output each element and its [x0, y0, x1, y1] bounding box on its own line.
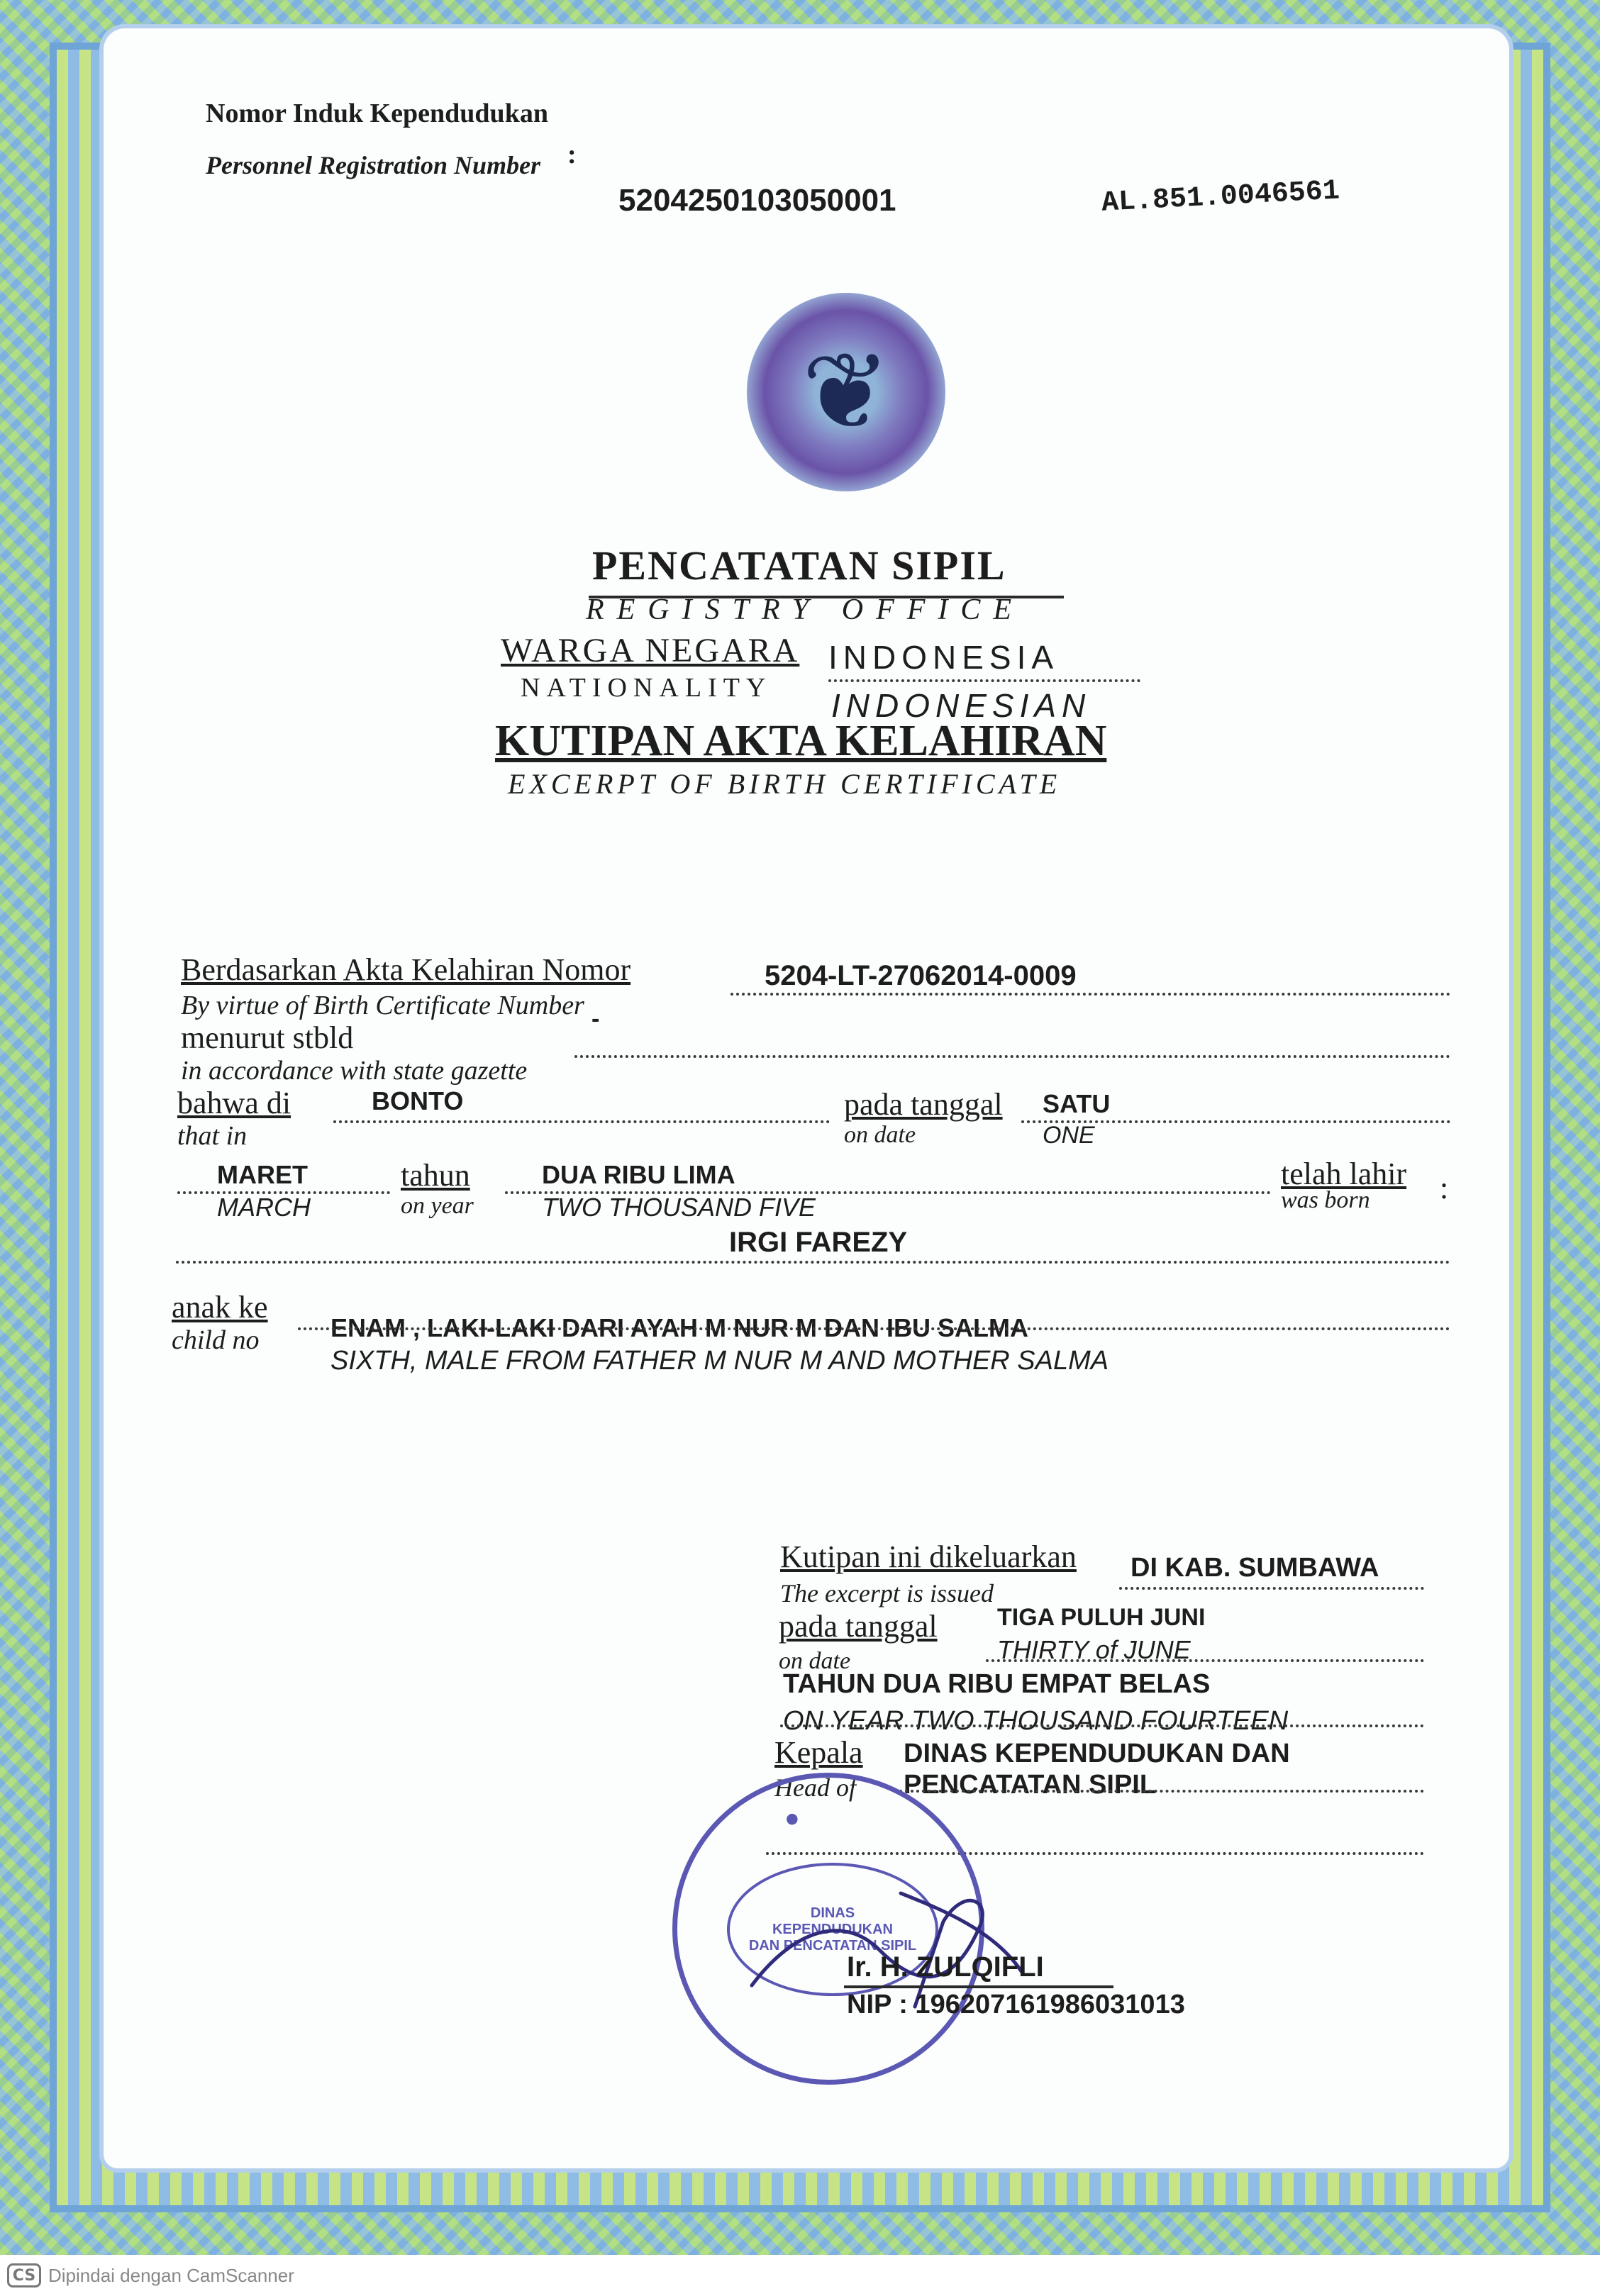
birth-month-dots [177, 1191, 390, 1194]
issue-year-value-en: ON YEAR TWO THOUSAND FOURTEEN [783, 1706, 1289, 1736]
born-label-id: telah lahir [1281, 1157, 1407, 1191]
birth-date-dots [1021, 1120, 1450, 1123]
birth-year-value-id: DUA RIBU LIMA [542, 1160, 735, 1189]
child-name-dots [176, 1261, 1450, 1264]
child-no-label-en: child no [172, 1325, 260, 1355]
issued-label-id: Kutipan ini dikeluarkan [780, 1539, 1077, 1574]
head-label-id: Kepala [774, 1735, 863, 1770]
stamp-line-1: DINAS [810, 1905, 855, 1921]
cert-no-value: 5204-LT-27062014-0009 [765, 960, 1077, 991]
birth-month-value-id: MARET [217, 1160, 308, 1189]
head-value-line2: PENCATATAN SIPIL [904, 1770, 1157, 1800]
place-label-id: bahwa di [177, 1086, 291, 1120]
place-value: BONTO [372, 1086, 464, 1115]
camscanner-logo-icon: CS [7, 2263, 41, 2287]
child-no-dots [298, 1327, 1450, 1330]
place-label-en: that in [177, 1121, 248, 1151]
issue-date-label-id: pada tanggal [779, 1609, 938, 1644]
nationality-value-en: INDONESIAN [831, 687, 1091, 724]
child-no-value-en: SIXTH, MALE FROM FATHER M NUR M AND MOTHER SALMA [330, 1346, 1109, 1376]
head-label-en: Head of [774, 1773, 856, 1802]
issued-label-en: The excerpt is issued [780, 1579, 994, 1607]
stbld-value: - [591, 1005, 600, 1032]
issue-date-value-id: TIGA PULUH JUNI [997, 1604, 1206, 1631]
issue-date-dots [986, 1659, 1424, 1662]
official-name-rule [844, 1985, 1113, 1988]
birth-date-value-id: SATU [1043, 1089, 1111, 1118]
issue-year-dots [780, 1724, 1424, 1727]
issue-date-label-en: on date [779, 1648, 851, 1674]
official-nip: NIP : 196207161986031013 [847, 1990, 1185, 2019]
stamp-line-3: DAN PENCATATAN SIPIL [748, 1937, 917, 1954]
issued-value: DI KAB. SUMBAWA [1130, 1553, 1379, 1583]
child-no-value-id: ENAM , LAKI-LAKI DARI AYAH M NUR M DAN IBU SALMA [330, 1313, 1028, 1342]
cert-no-label-en: By virtue of Birth Certificate Number [181, 991, 584, 1020]
head-dots [894, 1790, 1424, 1793]
head-value-line1: DINAS KEPENDUDUKAN DAN [904, 1739, 1290, 1768]
birth-year-label-id: tahun [401, 1158, 470, 1193]
nationality-label-id: WARGA NEGARA [501, 632, 800, 669]
registry-subtitle: REGISTRY OFFICE [586, 593, 1025, 626]
birth-month-value-en: MARCH [217, 1193, 311, 1222]
issued-dots [1119, 1587, 1424, 1590]
nik-label-id: Nomor Induk Kependudukan [206, 99, 548, 128]
stbld-label-en: in accordance with state gazette [181, 1056, 528, 1086]
nationality-value-id: INDONESIA [828, 639, 1060, 676]
born-label-en: was born [1281, 1187, 1370, 1213]
birth-year-label-en: on year [401, 1193, 474, 1219]
nik-label-en: Personnel Registration Number [206, 151, 541, 179]
nationality-dots [828, 679, 1140, 682]
garuda-emblem-icon: ❦ [801, 330, 891, 454]
child-no-label-id: anak ke [172, 1290, 268, 1325]
cert-no-dots [730, 993, 1450, 996]
excerpt-title: KUTIPAN AKTA KELAHIRAN [495, 717, 1107, 765]
stbld-dots [574, 1055, 1450, 1058]
garuda-seal-icon [747, 293, 945, 491]
scanner-footer [0, 2255, 1600, 2296]
excerpt-subtitle: EXCERPT OF BIRTH CERTIFICATE [508, 768, 1062, 800]
nik-colon: : [567, 140, 577, 169]
serial-number: AL.851.0046561 [1101, 175, 1341, 220]
birth-date-label-id: pada tanggal [844, 1087, 1003, 1122]
cert-no-label-id: Berdasarkan Akta Kelahiran Nomor [181, 952, 631, 987]
registry-title: PENCATATAN SIPIL [592, 542, 1006, 589]
birth-date-value-en: ONE [1043, 1122, 1095, 1149]
official-name: Ir. H. ZULQIFLI [847, 1951, 1044, 1983]
child-name: IRGI FAREZY [729, 1227, 908, 1258]
scanner-text: Dipindai dengan CamScanner [48, 2265, 294, 2286]
place-dots [333, 1120, 830, 1123]
issue-year-value-id: TAHUN DUA RIBU EMPAT BELAS [783, 1669, 1211, 1699]
born-colon: : [1440, 1171, 1449, 1205]
stamp-line-2: KEPENDUDUKAN [772, 1921, 893, 1937]
birth-date-label-en: on date [844, 1122, 916, 1148]
issue-date-value-en: THIRTY of JUNE [997, 1635, 1191, 1664]
stbld-label-id: menurut stbld [181, 1020, 354, 1055]
birth-year-value-en: TWO THOUSAND FIVE [542, 1193, 816, 1222]
nik-value: 5204250103050001 [618, 183, 896, 218]
nationality-label-en: NATIONALITY [521, 673, 772, 703]
stamp-ring-text: ● [777, 1801, 806, 1834]
birth-year-dots [505, 1191, 1271, 1194]
